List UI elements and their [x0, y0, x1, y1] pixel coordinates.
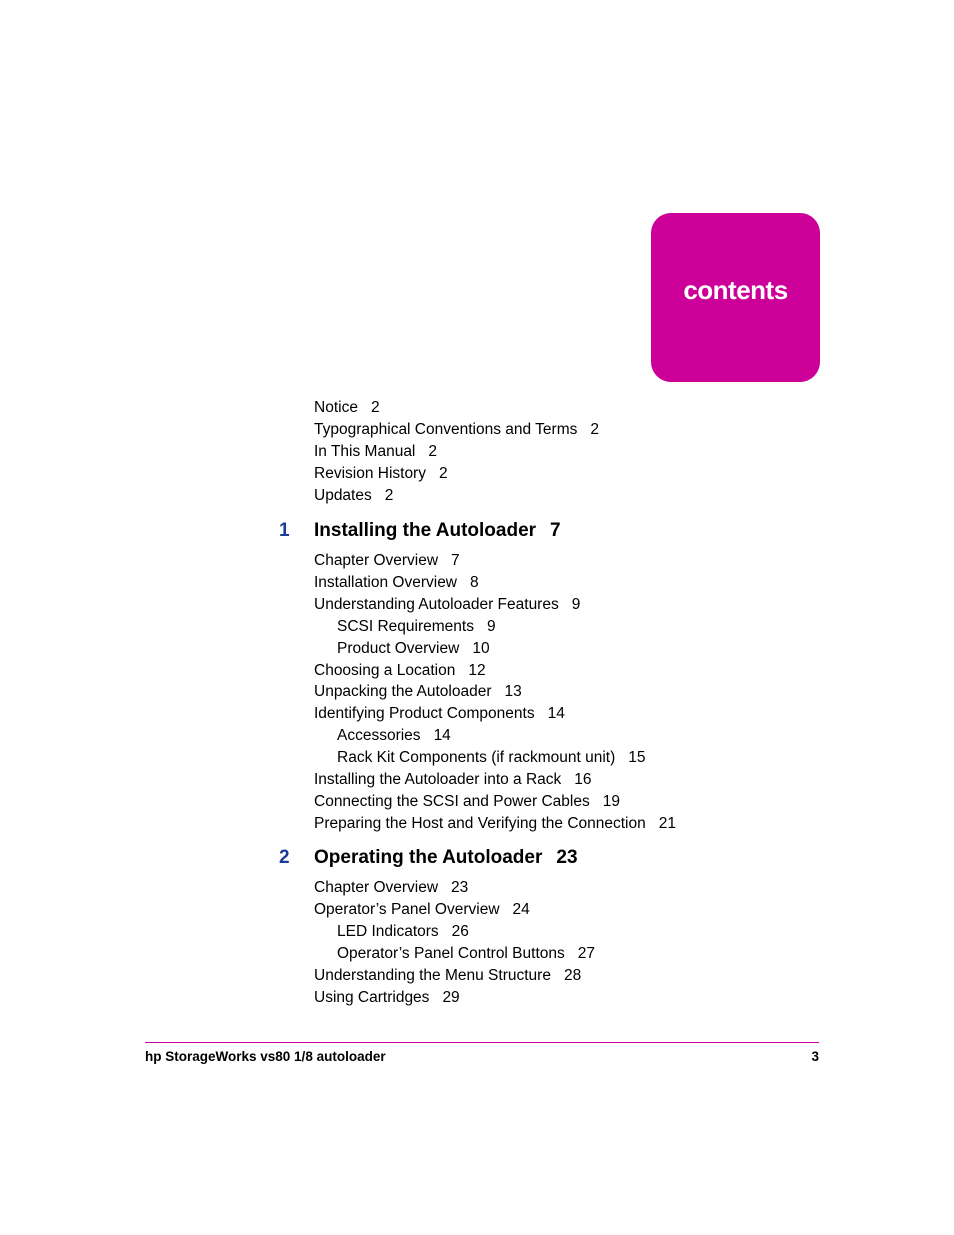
toc-entry-page: 14 [433, 727, 451, 745]
toc-entry-page: 16 [574, 771, 592, 788]
chapter-page: 23 [556, 847, 578, 868]
toc-entry-title: Choosing a Location [314, 661, 456, 679]
toc-subentry[interactable] [337, 726, 451, 746]
toc-entry-title: Preparing the Host and Verifying the Connection [314, 814, 646, 832]
toc-entry-title: Typographical Conventions and Terms [314, 421, 578, 438]
toc-entry[interactable] [314, 486, 393, 506]
toc-subentry[interactable] [337, 944, 595, 964]
toc-entry-title: Chapter Overview [314, 552, 439, 569]
footer-divider [145, 1042, 819, 1043]
toc-entry-title: Identifying Product Components [314, 705, 535, 723]
toc-entry-page: 28 [563, 966, 582, 984]
toc-entry-title: Installation Overview [314, 573, 458, 591]
toc-entry[interactable] [314, 966, 581, 986]
toc-subentry[interactable] [337, 639, 490, 659]
toc-entry[interactable] [314, 878, 468, 898]
toc-entry-title: LED Indicators [337, 922, 439, 940]
toc-entry-title: Notice [314, 399, 358, 416]
toc-entry-page: 13 [504, 683, 522, 701]
toc-entry[interactable] [314, 595, 580, 615]
toc-entry-page: 9 [571, 595, 581, 613]
toc-subentry[interactable] [337, 617, 496, 637]
toc-entry[interactable] [314, 661, 486, 681]
toc-entry-title: Unpacking the Autoloader [314, 683, 492, 701]
toc-entry-title: Chapter Overview [314, 879, 439, 896]
toc-entry-title: Operator’s Panel Control Buttons [337, 944, 565, 962]
footer-document-title: hp StorageWorks vs80 1/8 autoloader [145, 1049, 386, 1064]
toc-entry[interactable] [314, 442, 437, 462]
toc-entry-page: 9 [486, 617, 496, 635]
toc-subentry[interactable] [337, 748, 646, 768]
toc-entry-page: 8 [470, 573, 479, 591]
toc-entry-page: 29 [442, 988, 460, 1006]
toc-entry[interactable] [314, 988, 460, 1008]
toc-entry-page: 2 [370, 399, 380, 416]
chapter-heading[interactable] [314, 519, 561, 543]
chapter-page: 7 [550, 520, 561, 541]
toc-entry-page: 21 [658, 814, 676, 832]
toc-entry-page: 2 [590, 421, 599, 438]
toc-entry-title: Product Overview [337, 639, 460, 657]
chapter-number: 1 [279, 520, 290, 541]
toc-entry-title: Revision History [314, 465, 426, 482]
toc-entry[interactable] [314, 573, 479, 593]
toc-entry-title: Connecting the SCSI and Power Cables [314, 792, 590, 810]
toc-entry[interactable] [314, 682, 522, 702]
chapter-title: Operating the Autoloader [314, 847, 543, 868]
toc-entry-page: 10 [472, 639, 490, 657]
toc-entry[interactable] [314, 420, 599, 440]
toc-entry[interactable] [314, 900, 530, 920]
toc-entry-page: 15 [628, 749, 646, 767]
toc-entry-title: Understanding Autoloader Features [314, 595, 559, 613]
toc-entry-page: 27 [577, 944, 595, 962]
toc-entry-page: 19 [602, 792, 620, 810]
footer-page-number: 3 [811, 1049, 819, 1064]
contents-tab [651, 213, 820, 382]
toc-entry-title: Operator’s Panel Overview [314, 900, 500, 918]
toc-entry-page: 23 [451, 879, 469, 896]
toc-subentry[interactable] [337, 922, 469, 942]
toc-entry[interactable] [314, 464, 448, 484]
toc-entry-title: Using Cartridges [314, 988, 430, 1006]
toc-entry[interactable] [314, 704, 565, 724]
chapter-heading[interactable] [314, 846, 578, 870]
toc-entry-title: Accessories [337, 727, 421, 745]
toc-entry[interactable] [314, 770, 592, 790]
toc-entry-page: 7 [451, 552, 460, 569]
chapter-title: Installing the Autoloader [314, 520, 537, 541]
toc-entry-page: 2 [428, 443, 438, 460]
page-title: contents [683, 275, 788, 305]
chapter-number: 2 [279, 847, 290, 868]
toc-entry-page: 14 [547, 705, 565, 723]
toc-entry[interactable] [314, 551, 460, 571]
toc-entry-title: Updates [314, 487, 372, 504]
toc-entry-title: Understanding the Menu Structure [314, 966, 551, 984]
toc-entry-page: 2 [438, 465, 448, 482]
toc-entry[interactable] [314, 398, 380, 418]
toc-entry-title: SCSI Requirements [337, 617, 474, 635]
toc-entry-title: Installing the Autoloader into a Rack [314, 771, 562, 788]
toc-entry[interactable] [314, 814, 676, 834]
toc-entry[interactable] [314, 792, 620, 812]
toc-entry-title: Rack Kit Components (if rackmount unit) [337, 749, 616, 767]
toc-entry-page: 26 [451, 922, 469, 940]
toc-entry-page: 12 [468, 661, 486, 679]
toc-entry-page: 2 [384, 487, 394, 504]
toc-entry-title: In This Manual [314, 443, 416, 460]
toc-entry-page: 24 [512, 900, 530, 918]
